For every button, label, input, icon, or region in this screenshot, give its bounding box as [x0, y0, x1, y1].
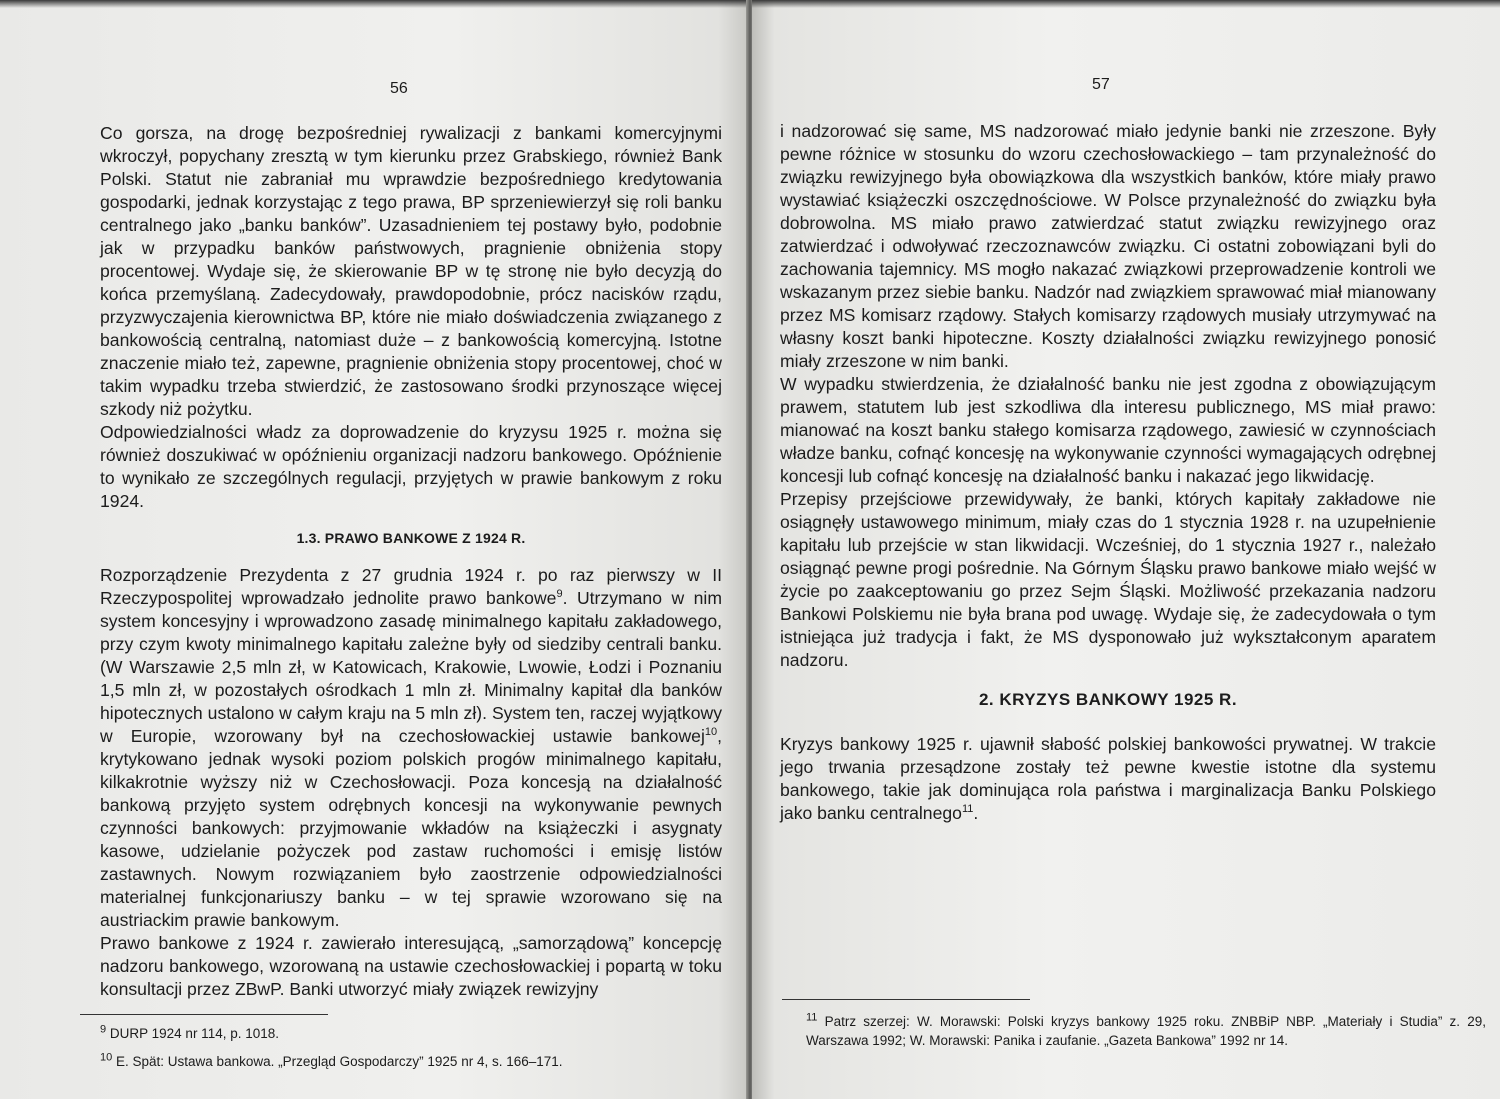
body-text [780, 120, 1436, 825]
page-top-shadow [0, 0, 748, 8]
footnote-mark: 11 [806, 1011, 818, 1024]
footnote-ref: 11 [961, 803, 974, 816]
text-run: Rozporządzenie Prezydenta z 27 grudnia 1924 r. po raz pierwszy w II Rzeczypospolitej wprowadzało jednolite prawo bankowe [100, 565, 722, 608]
footnote-text: E. Spät: Ustawa bankowa. „Przegląd Gospodarczy” 1925 nr 4, s. 166–171. [116, 1054, 563, 1069]
text-run: . [973, 803, 979, 823]
paragraph: W wypadku stwierdzenia, że działalność banku nie jest zgodna z obowiązującym prawem, statutem lub jest szkodliwa dla interesu publicznego, MS miał prawo: mianować na koszt banku stałego komisarza rządowego, zawiesić w czynnościach władze banku, cofnąć koncesję na wykonywanie czynności wymagających odrębnej koncesji lub cofnąć koncesję na działalność banku i nakazać jego likwidację. [780, 374, 1436, 486]
footnote-rule [80, 1014, 328, 1015]
footnote [806, 1012, 1486, 1050]
chapter-heading: 2. KRYZYS BANKOWY 1925 R. [978, 690, 1238, 709]
footnote-ref: 10 [704, 726, 718, 739]
paragraph: Odpowiedzialności władz za doprowadzenie do kryzysu 1925 r. można się również doszukiwać w opóźnieniu organizacji nadzoru bankowego. Opóźnienie to wynikało ze szczególnych regulacji, przyjętych w prawie bankowym z roku 1924. [100, 422, 722, 511]
paragraph: Co gorsza, na drogę bezpośredniej rywalizacji z bankami komercyjnymi wkroczył, popychany zresztą w tym kierunku przez Grabskiego, również Bank Polski. Statut nie zabraniał mu wprawdzie bezpośredniego kredytowania gospodarki, jednak korzystając z tego prawa, BP sprzeniewierzył się roli banku centralnego jako „banku banków”. Uzasadnieniem tej postawy było, podobnie jak w przypadku banków państwowych, pragnienie obniżenia stopy procentowej. Wydaje się, że skierowanie BP w tę stronę nie było decyzją do końca przemyślaną. Zadecydowały, prawdopodobnie, prócz nacisków rządu, przyzwyczajenia kierownictwa BP, które nie miało doświadczenia związanego z bankowością centralną, natomiast duże – z bankowością komercyjną. Istotne znaczenie miało też, zapewne, pragnienie obniżenia stopy procentowej, choć w takim wypadku trzeba stwierdzić, że zastosowano środki przynoszące więcej szkody niż pożytku. [100, 123, 722, 419]
body-text [100, 122, 722, 1001]
text-run: Kryzys bankowy 1925 r. ujawnił słabość polskiej bankowości prywatnej. W trakcie jego trwania przesądzone zostały też pewne kwestie istotne dla systemu bankowego, takie jak dominująca rola państwa i marginalizacja Banku Polskiego jako banku centralnego [780, 734, 1436, 823]
right-page [752, 0, 1500, 1099]
footnote-text: Patrz szerzej: W. Morawski: Polski kryzys bankowy 1925 roku. ZNBBiP NBP. „Materiały i Studia” z. 29, Warszawa 1992; W. Morawski: Panika i zaufanie. „Gazeta Bankowa” 1992 nr 14. [806, 1014, 1486, 1048]
footnote [100, 1024, 660, 1043]
paragraph [100, 564, 722, 932]
paragraph: Prawo bankowe z 1924 r. zawierało interesującą, „samorządową” koncepcję nadzoru bankowego, wzorowaną na ustawie czechosłowackiej i popartą w toku konsultacji przez ZBwP. Banki utworzyć miały związek rewizyjny [100, 933, 722, 999]
section-heading: 1.3. PRAWO BANKOWE Z 1924 R. [296, 530, 526, 546]
page-number: 57 [1092, 76, 1110, 93]
footnote-ref: 9 [556, 588, 563, 601]
paragraph: Przepisy przejściowe przewidywały, że banki, których kapitały zakładowe nie osiągnęły ustawowego minimum, miały czas do 1 stycznia 1928 r. na uzupełnienie kapitału lub przejście w stan likwidacji. Wcześniej, do 1 stycznia 1927 r., należało osiągnąć pewne progi pośrednie. Na Górnym Śląsku prawo bankowe miało wejść w życie po zaakceptowaniu go przez Sejm Śląski. Możliwość przekazania nadzoru Bankowi Polskiemu nie była brana pod uwagę. Wydaje się, że zadecydowała o tym istniejąca już tradycja i fakt, że MS dysponowało już wykształconym aparatem nadzoru. [780, 489, 1436, 670]
paragraph [780, 733, 1436, 825]
paragraph: i nadzorować się same, MS nadzorować miało jedynie banki nie zrzeszone. Były pewne różnice w stosunku do wzoru czechosłowackiego – tam przynależność do związku rewizyjnego była obowiązkowa dla wszystkich banków, które miały prawo wystawiać książeczki oszczędnościowe. W Polsce przynależność do związku była dobrowolna. MS miało prawo zatwierdzać statut związku rewizyjnego oraz zatwierdzać i odwoływać rzeczoznawców związku. Ci ostatni zobowiązani byli do zachowania tajemnicy. MS mogło nakazać związkowi przeprowadzenie kontroli we wskazanym przez siebie banku. Nadzór nad związkiem sprawować miał mianowany przez MS komisarz rządowy. Stałych komisarzy rządowych musiały utrzymywać na własny koszt banki hipoteczne. Koszty działalności związku rewizyjnego ponosić miały zrzeszone w nim banki. [780, 121, 1436, 371]
left-page [0, 0, 748, 1099]
page-number: 56 [390, 80, 408, 97]
text-run: . Utrzymano w nim system koncesyjny i wprowadzono zasadę minimalnego kapitału zakładowego, przy czym kwoty minimalnego kapitału zależne były od siedziby centrali banku. (W Warszawie 2,5 mln zł, w Katowicach, Krakowie, Lwowie, Łodzi i Poznaniu 1,5 mln zł, w pozostałych ośrodkach 1 mln zł. Minimalny kapitał dla banków hipotecznych ustalono w całym kraju na 5 mln zł). System ten, raczej wyjątkowy w Europie, wzorowany był na czechosłowackiej ustawie bankowej [100, 588, 722, 746]
page-top-shadow [752, 0, 1500, 8]
footnote-mark: 9 [100, 1023, 107, 1036]
footnote-rule [782, 999, 1030, 1000]
footnote-text: DURP 1924 nr 114, p. 1018. [109, 1026, 280, 1041]
footnote [100, 1052, 660, 1071]
footnote-mark: 10 [100, 1051, 113, 1064]
text-run: , krytykowano jednak wysoki poziom polskich progów minimalnego kapitału, kilkakrotnie wyższy niż w Czechosłowacji. Poza koncesją na działalność bankową przyjęto system odrębnych koncesji na wykonywanie pewnych czynności bankowych: przyjmowanie wkładów na książeczki i asygnaty kasowe, udzielanie pożyczek pod zastaw ruchomości i emisję listów zastawnych. Nowym rozwiązaniem było zaostrzenie odpowiedzialności materialnej funkcjonariuszy banku – w tej sprawie wzorowano się na austriackim prawie bankowym. [100, 726, 722, 930]
